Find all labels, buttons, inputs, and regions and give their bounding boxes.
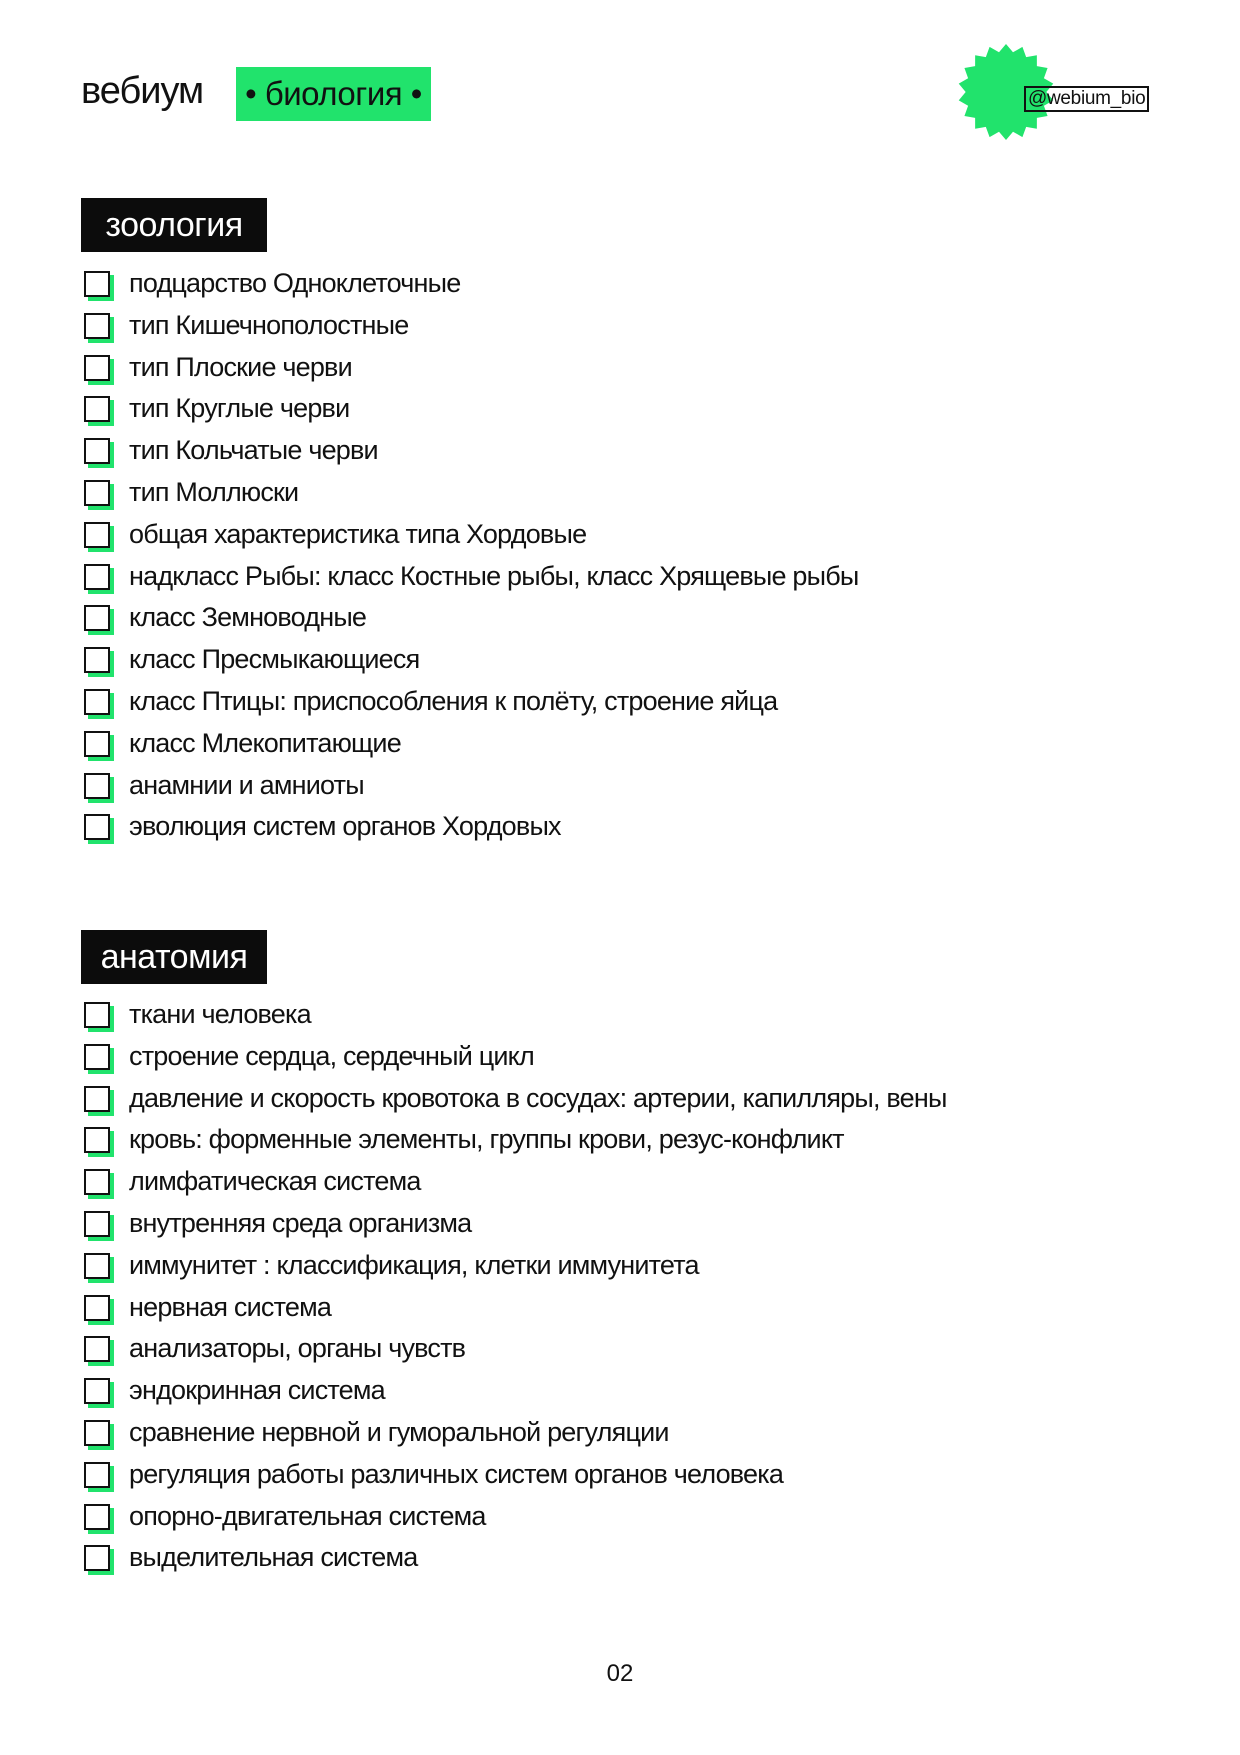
subject-tag: • биология • xyxy=(236,67,431,121)
checkbox[interactable] xyxy=(84,1462,110,1488)
checkbox[interactable] xyxy=(84,480,110,506)
checkbox[interactable] xyxy=(84,1169,110,1195)
checkbox[interactable] xyxy=(84,564,110,590)
checkbox[interactable] xyxy=(84,1420,110,1446)
checkbox[interactable] xyxy=(84,1002,110,1028)
checkbox[interactable] xyxy=(84,271,110,297)
checkbox[interactable] xyxy=(84,605,110,631)
checkbox[interactable] xyxy=(84,355,110,381)
checkbox[interactable] xyxy=(84,438,110,464)
checkbox[interactable] xyxy=(84,731,110,757)
checkbox[interactable] xyxy=(84,1211,110,1237)
checkbox[interactable] xyxy=(84,647,110,673)
checkbox[interactable] xyxy=(84,1504,110,1530)
checkbox[interactable] xyxy=(84,1044,110,1070)
checkbox[interactable] xyxy=(84,1127,110,1153)
section-title-zoology: зоология xyxy=(81,198,267,252)
checkbox[interactable] xyxy=(84,689,110,715)
social-handle[interactable]: @webium_bio xyxy=(1024,86,1149,112)
checkbox[interactable] xyxy=(84,773,110,799)
checkbox[interactable] xyxy=(84,396,110,422)
checkbox[interactable] xyxy=(84,1253,110,1279)
checkbox[interactable] xyxy=(84,1295,110,1321)
checkbox[interactable] xyxy=(84,814,110,840)
checkbox[interactable] xyxy=(84,1086,110,1112)
checkbox[interactable] xyxy=(84,1545,110,1571)
brand-logo-text: вебиум xyxy=(81,70,204,112)
checkbox[interactable] xyxy=(84,1378,110,1404)
checkbox[interactable] xyxy=(84,522,110,548)
page-number: 02 xyxy=(606,1660,634,1687)
checkbox[interactable] xyxy=(84,313,110,339)
section-title-anatomy: анатомия xyxy=(81,930,267,984)
checkbox[interactable] xyxy=(84,1336,110,1362)
